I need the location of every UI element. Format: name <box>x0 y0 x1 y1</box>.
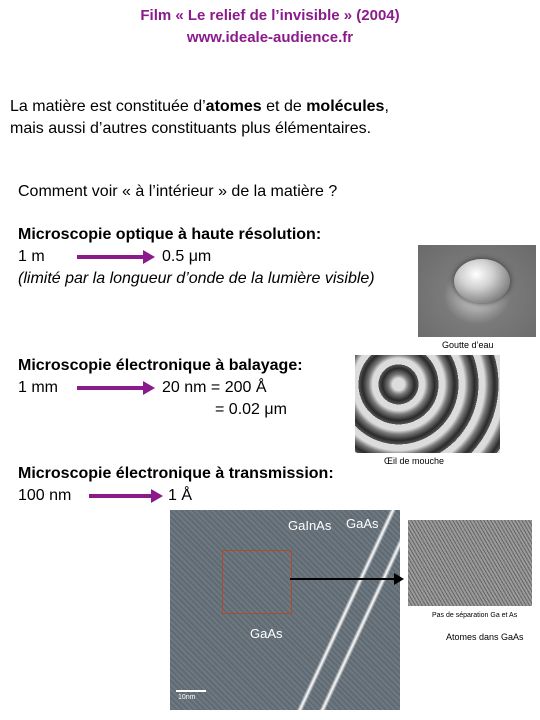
sem-to-2: = 0.02 μm <box>215 401 287 418</box>
tem-to: 1 Å <box>168 487 193 504</box>
zoom-arrow-head <box>394 573 404 585</box>
drop-shape <box>454 259 510 303</box>
sem-title: Microscopie électronique à balayage: <box>18 357 303 374</box>
optical-from: 1 m <box>18 248 45 265</box>
optical-arrow <box>77 255 145 259</box>
tem-arrow <box>89 494 153 498</box>
zoom-connector <box>290 578 396 580</box>
tem-label-gainas: GaInAs <box>288 518 332 533</box>
optical-title: Microscopie optique à haute résolution: <box>18 226 322 243</box>
scale-bar <box>176 690 206 692</box>
tem-label-gaas-bottom: GaAs <box>250 626 283 641</box>
question: Comment voir « à l’intérieur » de la matière ? <box>18 183 338 200</box>
intro-line-2: mais aussi d’autres constituants plus élémentaires. <box>10 120 372 137</box>
water-drop-caption: Goutte d’eau <box>442 340 494 350</box>
atoms-caption: Atomes dans GaAs <box>446 632 524 642</box>
optical-to: 0.5 μm <box>162 248 212 265</box>
tem-image <box>170 510 400 710</box>
tem-from: 100 nm <box>18 487 72 504</box>
scale-bar-label: 10nm <box>178 694 196 701</box>
tem-title: Microscopie électronique à transmission: <box>18 465 334 482</box>
fly-eye-caption: Œil de mouche <box>384 456 445 466</box>
intro-molecules: molécules <box>306 98 385 115</box>
intro-atoms: atomes <box>205 98 262 115</box>
optical-note: (limité par la longueur d’onde de la lumière visible) <box>18 270 375 287</box>
tem-label-gaas-top: GaAs <box>346 516 379 531</box>
intro-text: , <box>384 98 389 115</box>
intro-text: et de <box>261 98 307 115</box>
sem-arrow <box>77 386 145 390</box>
sem-to: 20 nm = 200 Å <box>162 379 267 396</box>
atoms-zoom-image <box>408 520 532 606</box>
header-url[interactable]: www.ideale-audience.fr <box>186 29 354 46</box>
intro-line-1 <box>10 97 389 117</box>
fly-eye-image <box>355 355 500 453</box>
intro-text: La matière est constituée d’ <box>10 98 206 115</box>
tem-zoom-box <box>222 550 292 614</box>
sem-from: 1 mm <box>18 379 58 396</box>
water-drop-image <box>418 245 536 337</box>
header-title: Film « Le relief de l’invisible » (2004) <box>140 7 400 24</box>
zoom-caption: Pas de séparation Ga et As <box>432 612 518 619</box>
